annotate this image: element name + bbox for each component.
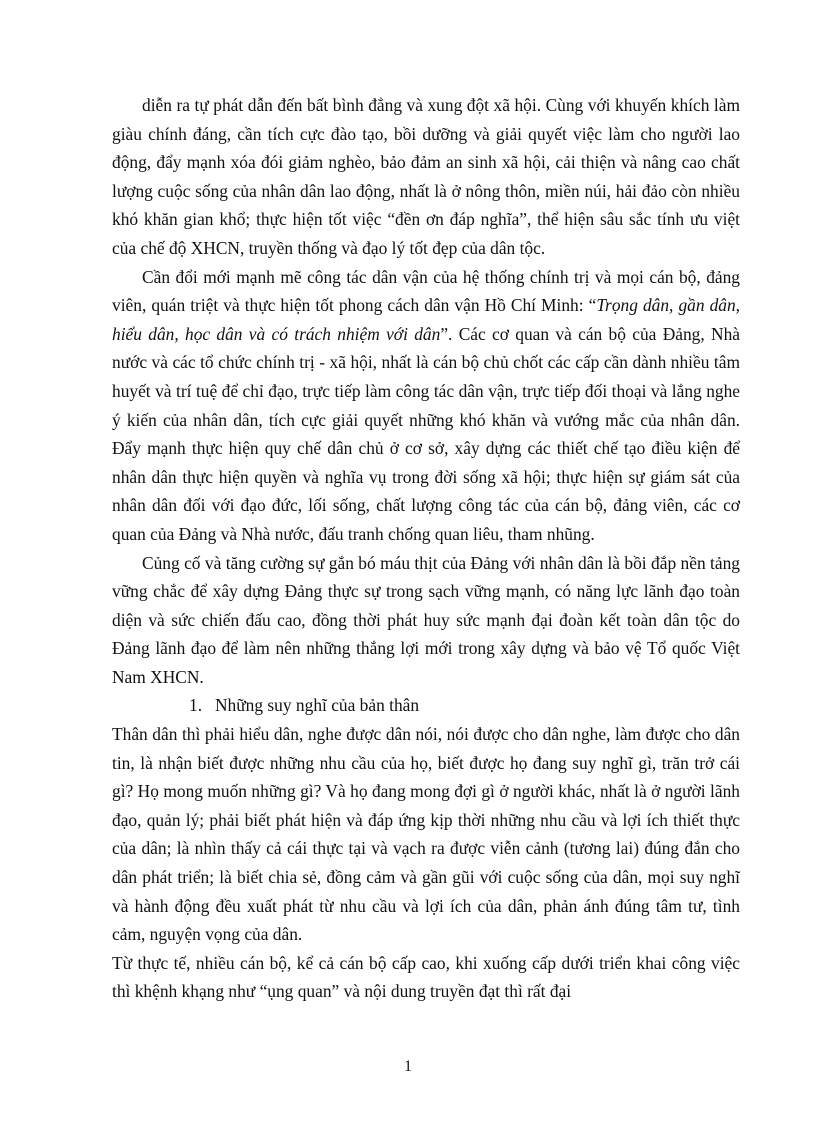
ho-chi-minh-quote: Trọng dân, gần dân, hiểu dân, học dân và có trách nhiệm với dân: [112, 295, 741, 344]
paragraph-understanding-people: Thân dân thì phải hiểu dân, nghe được dân nói, nói được cho dân nghe, làm được cho dân tin, là nhận biết được những nhu cầu của họ, biết được họ đang suy nghĩ gì, trăn trở cái gì? Họ mong muốn những gì? Và họ đang mong đợi gì ở người khác, nhất là ở người lãnh đạo, quản lý; phải biết phát hiện và đáp ứng kịp thời những nhu cầu và lợi ích thiết thực của dân; là nhìn thấy cả cái thực tại và vạch ra được viễn cảnh (tương lai) đúng đắn cho dân phát triển; là biết chia sẻ, đồng cảm và gần gũi với cuộc sống của dân, mọi suy nghĩ và hành động đều xuất phát từ nhu cầu và lợi ích của dân, phản ánh đúng tâm tư, tình cảm, nguyện vọng của dân.: [112, 724, 740, 945]
section-heading-text: Những suy nghĩ của bản thân: [215, 695, 420, 716]
paragraph-reality: Từ thực tế, nhiều cán bộ, kể cả cán bộ cấp cao, khi xuống cấp dưới triển khai công việc thì khệnh khạng như “ụng quan” và nội dung truyền đạt thì rất đại: [112, 952, 740, 1002]
paragraph-mass-mobilization-start: Cần đổi mới mạnh mẽ công tác dân vận của hệ thống chính trị và mọi cán bộ, đảng viên, quán triệt và thực hiện tốt phong cách dân vận Hồ Chí Minh: “: [112, 266, 740, 316]
document-page: [112, 91, 740, 1006]
paragraph-mass-mobilization: [112, 263, 740, 549]
section-heading: [112, 691, 740, 720]
page-number: 1: [404, 1058, 412, 1075]
section-heading-number: 1.: [189, 695, 203, 716]
paragraph-mass-mobilization-rest: ”. Các cơ quan và cán bộ của Đảng, Nhà nước và các tổ chức chính trị - xã hội, nhất là cán bộ chủ chốt các cấp cần dành nhiều tâm huyết và trí tuệ để chỉ đạo, trực tiếp làm công tác dân vận, trực tiếp đối thoại và lắng nghe ý kiến của nhân dân, tích cực giải quyết những khó khăn và vướng mắc của nhân dân. Đẩy mạnh thực hiện quy chế dân chủ ở cơ sở, xây dựng các thiết chế tạo điều kiện để nhân dân thực hiện quyền và nghĩa vụ trong đời sống xã hội; thực hiện sự giám sát của nhân dân đối với đạo đức, lối sống, chất lượng công tác của cán bộ, đảng viên, các cơ quan của Đảng và Nhà nước, đấu tranh chống quan liêu, tham nhũng.: [112, 323, 741, 544]
paragraph-social-welfare: diễn ra tự phát dẫn đến bất bình đẳng và xung đột xã hội. Cùng với khuyến khích làm giàu chính đáng, cần tích cực đào tạo, bồi dưỡng và giải quyết việc làm cho người lao động, đẩy mạnh xóa đói giảm nghèo, bảo đảm an sinh xã hội, cải thiện và nâng cao chất lượng cuộc sống của nhân dân lao động, nhất là ở nông thôn, miền núi, hải đảo còn nhiều khó khăn gian khổ; thực hiện tốt việc “đền ơn đáp nghĩa”, thể hiện sâu sắc tính ưu việt của chế độ XHCN, truyền thống và đạo lý tốt đẹp của dân tộc.: [112, 95, 740, 258]
paragraph-party-bond: Củng cố và tăng cường sự gắn bó máu thịt của Đảng với nhân dân là bồi đắp nền tảng vững chắc để xây dựng Đảng thực sự trong sạch vững mạnh, có năng lực lãnh đạo toàn diện và sức chiến đấu cao, đồng thời phát huy sức mạnh đại đoàn kết toàn dân tộc do Đảng lãnh đạo để làm nên những thắng lợi mới trong xây dựng và bảo vệ Tổ quốc Việt Nam XHCN.: [112, 552, 740, 687]
